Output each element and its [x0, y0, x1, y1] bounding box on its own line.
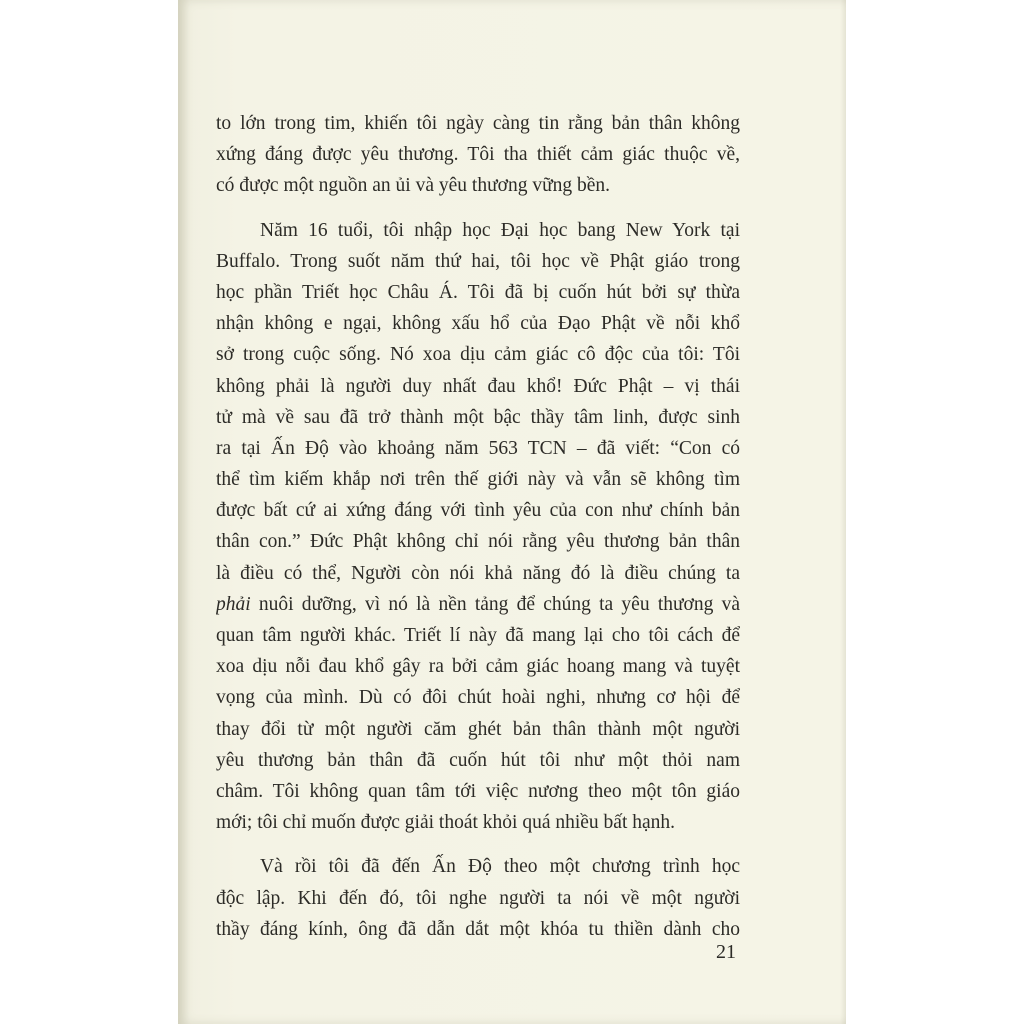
text-line: thầy đáng kính, ông đã dẫn dắt một khóa tu thiền dành cho — [216, 918, 740, 940]
text-line: nhận không e ngại, không xấu hổ của Đạo Phật về nỗi khổ — [216, 313, 740, 335]
body-text — [216, 108, 740, 945]
text-line: sở trong cuộc sống. Nó xoa dịu cảm giác cô độc của tôi: Tôi — [216, 344, 740, 366]
text-line: to lớn trong tim, khiến tôi ngày càng tin rằng bản thân không — [216, 113, 740, 134]
text-line: độc lập. Khi đến đó, tôi nghe người ta nói về một người — [216, 887, 740, 909]
text-line: ra tại Ấn Độ vào khoảng năm 563 TCN – đã viết: “Con có — [216, 437, 740, 459]
text-line: thay đổi từ một người căm ghét bản thân thành một người — [216, 718, 740, 740]
text-line: phải nuôi dưỡng, vì nó là nền tảng để chúng ta yêu thương và — [216, 593, 740, 615]
emphasized-word: phải — [216, 593, 251, 615]
text-line: là điều có thể, Người còn nói khả năng đó là điều chúng ta — [216, 562, 740, 584]
text-line: Và rồi tôi đã đến Ấn Độ theo một chương trình học — [260, 856, 740, 878]
text-line: Buffalo. Trong suốt năm thứ hai, tôi học về Phật giáo trong — [216, 250, 740, 272]
paragraph — [216, 215, 740, 839]
text-line: thể tìm kiếm khắp nơi trên thế giới này và vẫn sẽ không tìm — [216, 469, 740, 491]
text-line: Năm 16 tuổi, tôi nhập học Đại học bang New York tại — [260, 219, 740, 241]
text-line: quan tâm người khác. Triết lí này đã mang lại cho tôi cách để — [216, 625, 740, 646]
text-line: châm. Tôi không quan tâm tới việc nương theo một tôn giáo — [216, 780, 740, 802]
text-line: vọng của mình. Dù có đôi chút hoài nghi, nhưng cơ hội để — [216, 687, 740, 709]
text-line: được bất cứ ai xứng đáng với tình yêu của con như chính bản — [216, 500, 740, 522]
page-number: 21 — [716, 941, 736, 963]
text-line: học phần Triết học Châu Á. Tôi đã bị cuốn hút bởi sự thừa — [216, 281, 740, 303]
page-edge — [840, 0, 846, 1024]
paragraph — [216, 851, 740, 945]
paragraph — [216, 108, 740, 202]
text-line: tử mà về sau đã trở thành một bậc thầy tâm linh, được sinh — [216, 406, 740, 428]
text-line: xứng đáng được yêu thương. Tôi tha thiết cảm giác thuộc về, — [216, 144, 740, 166]
text-line: thân con.” Đức Phật không chỉ nói rằng yêu thương bản thân — [216, 531, 740, 553]
text-line: có được một nguồn an ủi và yêu thương vững bền. — [216, 175, 611, 197]
text-line: không phải là người duy nhất đau khổ! Đức Phật – vị thái — [216, 375, 740, 397]
text-line: yêu thương bản thân đã cuốn hút tôi như một thỏi nam — [216, 749, 740, 771]
text-line: mới; tôi chỉ muốn được giải thoát khỏi quá nhiều bất hạnh. — [216, 812, 676, 834]
text-line: xoa dịu nỗi đau khổ gây ra bởi cảm giác hoang mang và tuyệt — [216, 656, 740, 678]
